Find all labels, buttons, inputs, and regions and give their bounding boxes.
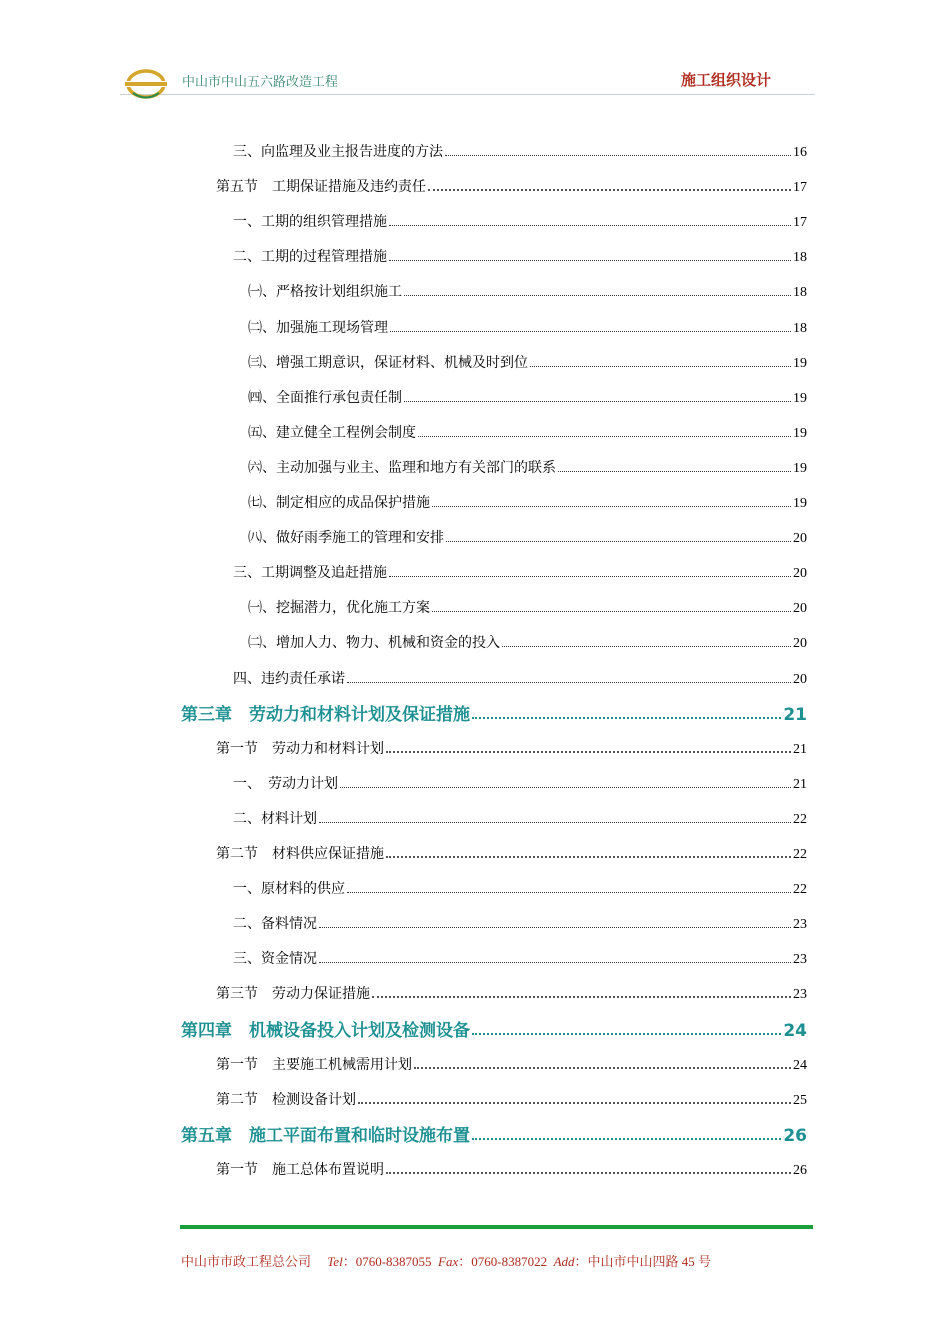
footer-tel-label: Tel [327,1254,343,1269]
toc-dot-leader [319,927,791,928]
toc-entry-title: 三、向监理及业主报告进度的方法 [233,145,443,160]
toc-entry-title: ㈡、增加人力、物力、机械和资金的投入 [248,636,500,652]
toc-entry-section[interactable] [216,1054,807,1074]
toc-page-number: 18 [793,250,807,266]
toc-page-number: 24 [793,1057,807,1073]
toc-dot-leader [432,506,791,507]
toc-entry-title: 第四章 机械设备投入计划及检测设备 [181,1020,470,1041]
toc-entry-title: ㈧、做好雨季施工的管理和安排 [248,531,444,547]
toc-entry-item[interactable] [233,808,807,828]
toc-entry-title: 第一节 施工总体布置说明 [216,1162,384,1178]
toc-entry-sub[interactable] [248,527,807,547]
toc-dot-leader [502,646,791,647]
toc-page-number: 26 [793,1162,807,1178]
toc-entry-section[interactable] [216,738,807,758]
toc-entry-title: 第一节 主要施工机械需用计划 [216,1057,412,1073]
toc-entry-title: 一、 劳动力计划 [233,776,338,792]
toc-dot-leader [347,892,791,893]
toc-page-number: 22 [793,882,807,898]
toc-dot-leader [432,611,791,612]
toc-dot-leader [530,366,791,367]
toc-page-number: 20 [793,601,807,617]
toc-entry-title: ㈢、增强工期意识，保证材料、机械及时到位 [248,355,528,371]
toc-dot-leader [414,1067,791,1069]
toc-entry-section[interactable] [216,843,807,863]
toc-entry-title: 一、工期的组织管理措施 [233,215,387,231]
toc-dot-leader [428,189,791,191]
toc-page-number: 19 [793,390,807,406]
toc-dot-leader [386,751,791,753]
toc-entry-title: ㈥、主动加强与业主、监理和地方有关部门的联系 [248,460,556,476]
toc-entry-title: 第二节 检测设备计划 [216,1092,356,1108]
toc-dot-leader [340,787,791,788]
toc-dot-leader [386,856,791,858]
toc-page-number: 20 [793,671,807,687]
project-name: 中山市中山五六路改造工程 [182,75,339,90]
toc-page-number: 18 [793,320,807,336]
toc-entry-item[interactable] [233,668,807,688]
toc-page-number: 23 [793,917,807,933]
toc-page-number: 19 [793,355,807,371]
toc-dot-leader [558,471,791,472]
toc-page-number: 17 [793,215,807,231]
toc-entry-title: 第五节 工期保证措施及违约责任 [216,180,426,196]
toc-entry-item[interactable] [233,562,807,582]
toc-dot-leader [319,822,791,823]
toc-dot-leader [390,331,791,332]
toc-entry-item[interactable] [233,878,807,898]
toc-dot-leader [418,436,791,437]
toc-dot-leader [472,717,781,719]
toc-entry-title: 一、原材料的供应 [233,882,345,898]
toc-entry-sub[interactable] [248,352,807,372]
toc-entry-sub[interactable] [248,457,807,477]
toc-entry-title: 第三节 劳动力保证措施 [216,987,370,1003]
toc-entry-item[interactable] [233,246,807,266]
toc-entry-title: ㈠、严格按计划组织施工 [248,285,402,301]
toc-dot-leader [404,401,791,402]
toc-dot-leader [446,541,791,542]
toc-dot-leader [389,576,791,577]
toc-page-number: 20 [793,636,807,652]
toc-page-number: 24 [783,1020,807,1041]
document-title: 施工组织设计 [680,71,771,89]
toc-page-number: 21 [793,776,807,792]
toc-dot-leader [472,1033,781,1035]
toc-page-number: 23 [793,952,807,968]
toc-page-number: 25 [793,1092,807,1108]
footer-company: 中山市市政工程总公司 [181,1254,312,1269]
footer-fax-label: Fax [438,1254,459,1269]
toc-entry-sub[interactable] [248,281,807,301]
toc-entry-title: ㈣、全面推行承包责任制 [248,390,402,406]
page-footer [181,1251,711,1270]
toc-entry-item[interactable] [233,211,807,231]
footer-add-label: Add [553,1254,575,1269]
toc-page-number: 20 [793,531,807,547]
toc-entry-title: 三、工期调整及追赶措施 [233,566,387,582]
toc-entry-title: 第一节 劳动力和材料计划 [216,741,384,757]
footer-tel: ：0760-8387055 [342,1254,432,1269]
toc-entry-title: 三、资金情况 [233,952,317,968]
toc-entry-sub[interactable] [248,317,807,337]
toc-entry-title: 第二节 材料供应保证措施 [216,847,384,862]
toc-entry-title: 第三章 劳动力和材料计划及保证措施 [181,704,470,725]
toc-entry-chapter[interactable] [181,1017,807,1041]
toc-page-number: 16 [793,145,807,160]
toc-page-number: 19 [793,425,807,441]
toc-dot-leader [372,996,791,998]
toc-dot-leader [404,295,791,296]
toc-dot-leader [389,225,791,226]
toc-page-number: 22 [793,847,807,862]
toc-dot-leader [472,1138,781,1140]
toc-entry-title: ㈡、加强施工现场管理 [248,320,388,336]
toc-entry-item[interactable] [233,948,807,968]
toc-entry-title: 二、备料情况 [233,917,317,933]
toc-page-number: 19 [793,496,807,511]
toc-entry-sub[interactable] [248,597,807,617]
toc-entry-title: 二、工期的过程管理措施 [233,250,387,266]
toc-entry-title: ㈠、挖掘潜力，优化施工方案 [248,601,430,617]
toc-page-number: 20 [793,566,807,582]
toc-dot-leader [319,962,791,963]
toc-entry-title: ㈤、建立健全工程例会制度 [248,425,416,441]
company-logo-icon [125,66,167,102]
toc-dot-leader [386,1172,791,1174]
footer-rule [180,1225,813,1229]
toc-page-number: 21 [793,741,807,757]
toc-entry-title: 第五章 施工平面布置和临时设施布置 [181,1125,470,1146]
toc-page-number: 26 [783,1125,807,1146]
toc-dot-leader [347,682,791,683]
toc-entry-section[interactable] [216,983,807,1003]
toc-entry-section[interactable] [216,1159,807,1179]
toc-page-number: 17 [793,180,807,196]
toc-entry-sub[interactable] [248,422,807,442]
toc-dot-leader [445,155,791,156]
toc-entry-title: 四、违约责任承诺 [233,671,345,687]
toc-page-number: 23 [793,987,807,1003]
toc-entry-item[interactable] [233,141,807,161]
toc-entry-sub[interactable] [248,632,807,652]
footer-address: ：中山市中山四路 45 号 [574,1254,712,1269]
toc-entry-title: ㈦、制定相应的成品保护措施 [248,496,430,511]
toc-entry-item[interactable] [233,913,807,933]
toc-page-number: 18 [793,285,807,301]
footer-fax: ：0760-8387022 [458,1254,548,1269]
toc-entry-section[interactable] [216,176,807,196]
page-header [120,62,815,95]
toc-entry-chapter[interactable] [181,1122,807,1146]
toc-entry-title: 二、材料计划 [233,811,317,827]
toc-dot-leader [389,260,791,261]
toc-page-number: 21 [783,704,807,725]
toc-entry-section[interactable] [216,1089,807,1109]
toc-dot-leader [358,1102,791,1104]
toc-entry-sub[interactable] [248,387,807,407]
toc-page-number: 22 [793,811,807,827]
toc-entry-item[interactable] [233,773,807,793]
toc-entry-chapter[interactable] [181,701,807,725]
toc-entry-sub[interactable] [248,492,807,512]
toc-page-number: 19 [793,460,807,476]
